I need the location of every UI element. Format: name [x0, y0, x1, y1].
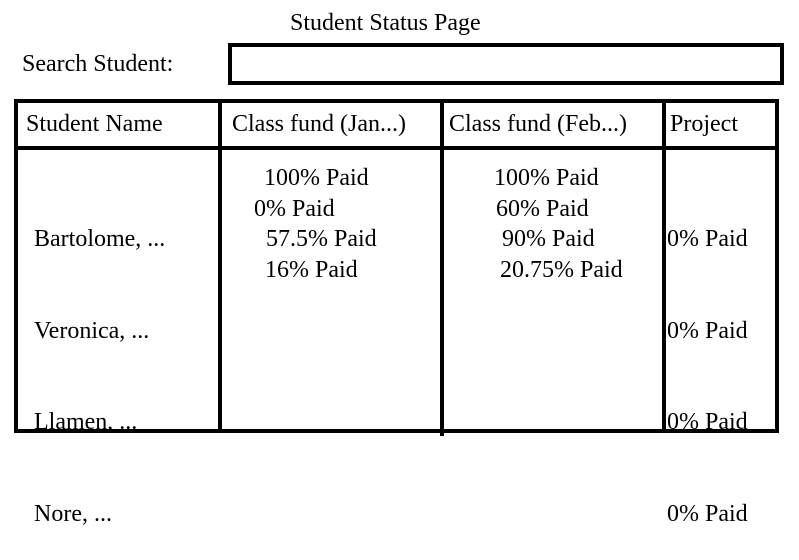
column-header-student-name[interactable]: Student Name: [26, 111, 163, 137]
class-fund-feb-cell: 100% Paid: [494, 165, 599, 191]
search-input[interactable]: [228, 43, 784, 85]
column-header-project[interactable]: Project: [670, 111, 738, 137]
student-name-column: [34, 163, 165, 560]
class-fund-jan-cell: 0% Paid: [254, 195, 335, 222]
student-name-cell[interactable]: Veronica, ...: [34, 317, 150, 344]
class-fund-jan-cell: 57.5% Paid: [266, 226, 377, 252]
class-fund-feb-cell: 60% Paid: [496, 195, 589, 222]
class-fund-jan-cell: 16% Paid: [265, 256, 358, 283]
page-title: Student Status Page: [290, 10, 481, 36]
project-cell: 0% Paid: [667, 409, 748, 435]
class-fund-feb-cell: 20.75% Paid: [500, 256, 623, 283]
student-name-cell[interactable]: Nore, ...: [34, 500, 112, 527]
column-header-class-fund-jan[interactable]: Class fund (Jan...): [232, 111, 406, 137]
project-cell: 0% Paid: [667, 226, 748, 252]
student-name-cell[interactable]: Llamen, ...: [34, 409, 138, 435]
search-label: Search Student:: [22, 51, 174, 77]
class-fund-jan-cell: 100% Paid: [264, 165, 369, 191]
header-divider: [14, 146, 775, 150]
column-header-class-fund-feb[interactable]: Class fund (Feb...): [449, 111, 627, 137]
project-column: [667, 163, 771, 560]
student-name-cell[interactable]: Bartolome, ...: [34, 226, 166, 252]
class-fund-feb-cell: 90% Paid: [502, 226, 595, 252]
project-cell: 0% Paid: [667, 500, 748, 527]
project-cell: 0% Paid: [667, 317, 748, 344]
